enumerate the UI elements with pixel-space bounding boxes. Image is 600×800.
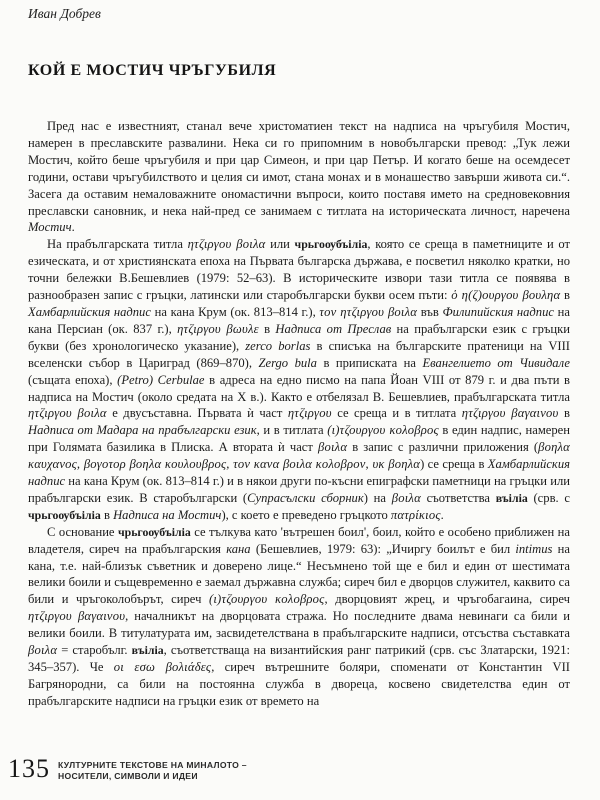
- body-text-run: в един надпис, намерен при Голямата базилика в Плиска. А втората ѝ част: [28, 423, 571, 455]
- body-text-run: на кана Персиан (ок. 837 г.),: [28, 304, 570, 336]
- body-text-run: (Бешевлиев, 1979: 63): „Ичиргу боилът е бил: [250, 541, 516, 556]
- body-text-run: в адреса на едно писмо на папа Йоан VIII от 879 г. и два пъти в надписа на Мостич (около средата на X в.). Както е отбелязал В. Бешевлиев, прабългарската титла: [28, 372, 570, 404]
- oldslav-text: чрьгоѹбъіліа: [28, 507, 101, 522]
- body-text-run: ), с което е преведено гръцкото: [221, 507, 391, 522]
- body-text-run: на прабългарски език с гръцки букви (без хронологическо указание),: [28, 321, 570, 353]
- italic-text: кана: [226, 541, 251, 556]
- greek-text: (ι)τζουργου κολοβρος: [327, 423, 439, 438]
- article-body: [28, 118, 570, 710]
- greek-text: οι εσω βολιάδες: [113, 660, 212, 674]
- paragraph: [28, 118, 570, 236]
- series-line-1: КУЛТУРНИТЕ ТЕКСТОВЕ НА МИНАЛОТО –: [58, 760, 247, 770]
- body-text-run: , съответстваща на византийския ранг патрикий (срв. със Златарски, 1921: 345–357). Че: [28, 643, 570, 674]
- italic-text: Мостич: [28, 220, 72, 235]
- greek-text: τον ητζιργου βοιλα: [319, 304, 418, 319]
- italic-text: Zergo bula: [258, 355, 317, 370]
- body-text-run: (същата епоха),: [28, 372, 118, 387]
- page-title: КОЙ Е МОСТИЧ ЧРЪГУБИЛЯ: [28, 62, 277, 79]
- italic-text: (Petro) Cerbulae: [117, 372, 205, 387]
- italic-text: Филипийския надпис: [442, 304, 554, 319]
- body-text-run: ) се среща в: [420, 457, 488, 472]
- body-text-run: на кана, т.е. най-близък съветник и доверено лице.“ Несъмнено той ще е бил и един от шестимата велики боили и същевременно е заемал държавна служба; сиреч бил е дворцов служител, каквито са били и чръгоколобърът, сиреч: [28, 541, 570, 607]
- body-text-run: = старобълг.: [57, 643, 132, 658]
- page-number: 135: [8, 754, 50, 783]
- body-text-run: (срв. с: [527, 490, 570, 505]
- greek-text: βοηλα καυχανος, βογοτορ βοηλα κουλουβρος, τον κανα βοιλα κολοβρον, υκ βοηλα: [28, 440, 570, 472]
- body-text-run: в: [100, 507, 114, 522]
- body-text-run: ) на: [363, 490, 392, 505]
- body-text-run: се тълкува като 'вътрешен боил', боил, който е особено приближен на владетеля, сиреч на прабългарския: [28, 524, 571, 556]
- oldslav-text: чрьгоѹбъіліа: [117, 524, 191, 539]
- body-text-run: , и в титлата: [256, 423, 328, 438]
- body-text-run: в запис с различни приложения (: [347, 440, 539, 455]
- greek-text: βοιλα: [28, 643, 58, 658]
- body-text-run: в списъка на българските пратеници на VIII вселенски събор в Цариград (869–870),: [28, 338, 570, 370]
- greek-text: ὁ η(ζ)ουργου βουληα: [451, 288, 561, 303]
- body-text-run: На прабългарската титла: [47, 237, 188, 252]
- body-text-run: .: [71, 220, 75, 235]
- greek-text: βοιλα: [391, 490, 421, 505]
- paragraph: [28, 524, 570, 710]
- italic-text: Надписа от Мадара на прабългарски език: [28, 423, 257, 438]
- greek-text: ητζιργου βοιλα: [28, 406, 107, 421]
- oldslav-text: въіліа: [495, 490, 528, 505]
- greek-text: ητζιργου βοιλα: [187, 237, 266, 252]
- body-text-run: , началникът на дворцовата стража. Но последните двама невинаги са били и велики боили. В титулатурата им, засвидетелствана в прабългарските надписи, отсъства съставката: [28, 609, 570, 641]
- italic-text: Надписа от Преслав: [275, 321, 392, 336]
- body-text-run: С основание: [47, 524, 118, 539]
- body-text-run: в приписката на: [316, 355, 423, 370]
- italic-text: Хамбарлийския надпис: [28, 304, 151, 319]
- body-text-run: в: [558, 406, 570, 421]
- page-footer: [8, 756, 247, 782]
- italic-text: zerco borlas: [245, 338, 311, 353]
- body-text-run: е двусъставна. Първата ѝ част: [106, 406, 288, 421]
- body-text-run: , която се среща в паметниците и от езическата, и от християнската епоха на Първата българска държава, е посветил няколко кратки, но точни бележки В.Бешевлиев (1979: 52–63). В историческите извори тази титла се появява в разнообразен запис с гръцки, латински или старобългарски букви осем пъти:: [28, 237, 571, 303]
- body-text-run: Пред нас е известният, станал вече христоматиен текст на надписа на чръгубиля Мостич, намерен в преславските развалини. Нека си го припомним в новобългарски превод: „Тук лежи Мостич, който беше чръгубиля и при цар Симеон, и при цар Петър. И когато беше на осемдесет години, остави чръгубилството и целия си имот, стана монах и в монашество завърши живота си.“. Засега да оставим немаловажните ономастични въпроси, които поставя името на средновековния преславски сановник, и нека най-пред се занимаем с титлата на историческата личност, наречена: [28, 119, 570, 218]
- series-line-2: НОСИТЕЛИ, СИМВОЛИ И ИДЕИ: [58, 770, 198, 781]
- body-text-run: или: [265, 237, 295, 252]
- author-name: Иван Добрев: [28, 6, 101, 21]
- italic-text: Супрасълски сборник: [247, 490, 364, 505]
- greek-text: ητζιργου βαγαινου: [461, 406, 559, 421]
- italic-text: Евангелието от Чивидале: [422, 355, 571, 370]
- body-text-run: на кана Крум (ок. 813–814 г.),: [150, 304, 320, 319]
- greek-text: πατρίκιος: [390, 507, 441, 522]
- italic-text: intimus: [515, 541, 553, 556]
- greek-text: ητζιργου βαγαινου: [28, 609, 126, 624]
- body-text-run: , дворцовият жрец, и чръгобагаина, сиреч: [324, 592, 570, 607]
- body-text-run: .: [440, 507, 444, 522]
- series-title: [58, 756, 247, 781]
- greek-text: (ι)τζουργου κολοβρος: [208, 592, 325, 607]
- body-text-run: на кана Крум (ок. 813–814 г.) и в някои други по-късни епиграфски паметници на гръцки или прабългарски език. В старобългарски (: [28, 474, 570, 505]
- body-text-run: съответства: [420, 490, 496, 505]
- paragraph: [28, 236, 570, 523]
- greek-text: ητζιργου βωυλε: [177, 321, 259, 336]
- italic-text: Надписа на Мостич: [113, 507, 222, 522]
- italic-text: Хамбарлийския надпис: [28, 457, 570, 489]
- body-text-run: в: [560, 288, 570, 303]
- oldslav-text: чрьгоѹбъіліа: [294, 237, 368, 252]
- body-text-run: , сиреч вътрешните боляри, споменати от Константин VII Багрянородни, са били на постоянна служба в двореца, косвено свидетелства един от прабългарските надписи на гръцки език от времето на: [28, 660, 570, 708]
- oldslav-text: въіліа: [131, 643, 164, 658]
- body-text-run: в: [258, 321, 276, 336]
- body-text-run: във: [417, 304, 443, 319]
- greek-text: ητζιργου: [287, 406, 332, 421]
- body-text-run: се среща и в титлата: [331, 406, 462, 421]
- greek-text: βοιλα: [318, 440, 348, 455]
